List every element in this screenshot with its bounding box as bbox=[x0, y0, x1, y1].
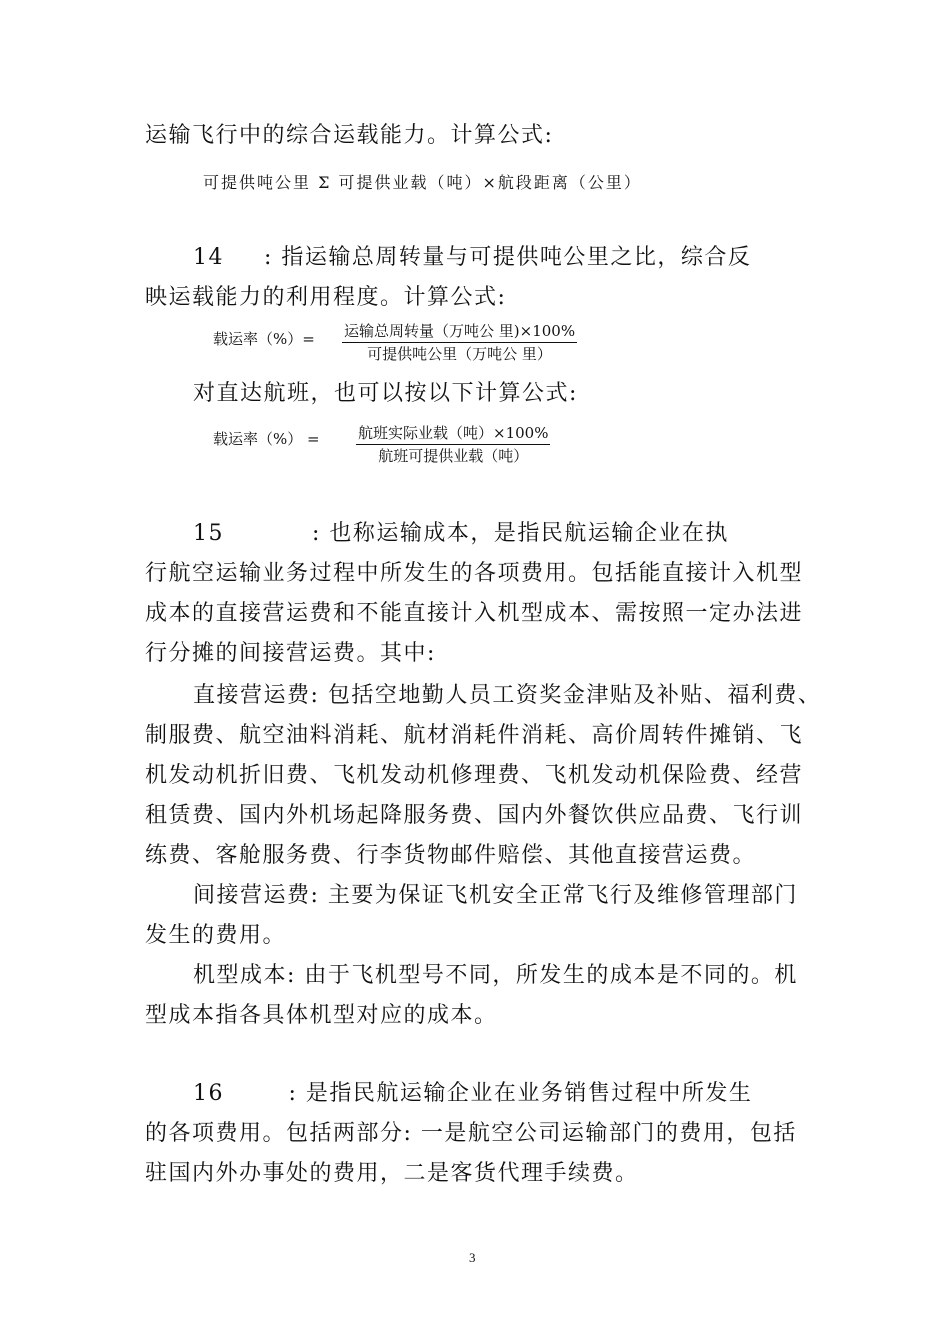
text-line: 映运载能力的利用程度。计算公式: bbox=[145, 285, 507, 310]
formula-numerator: 运输总周转量（万吨公 里)×100% bbox=[342, 320, 577, 343]
item-16-line bbox=[193, 1076, 752, 1107]
text-line: 机型成本: 由于飞机型号不同，所发生的成本是不同的。机 bbox=[193, 963, 798, 988]
formula-load-factor-fraction bbox=[342, 320, 577, 364]
text-line: 机发动机折旧费、飞机发动机修理费、飞机发动机保险费、经营 bbox=[145, 763, 804, 788]
formula-load-factor-lhs: 载运率（%）= bbox=[213, 330, 315, 348]
text-line: 租赁费、国内外机场起降服务费、国内外餐饮供应品费、飞行训 bbox=[145, 803, 804, 828]
text-line: 驻国内外办事处的费用，二是客货代理手续费。 bbox=[145, 1161, 639, 1186]
page-number: 3 bbox=[469, 1250, 476, 1265]
item-definition: : 也称运输成本，是指民航运输企业在执 bbox=[312, 521, 729, 546]
text-line: 发生的费用。 bbox=[145, 923, 287, 948]
text-line: 间接营运费: 主要为保证飞机安全正常飞行及维修管理部门 bbox=[193, 883, 798, 908]
text-line: 直接营运费: 包括空地勤人员工资奖金津贴及补贴、福利费、 bbox=[193, 683, 822, 708]
item-number: 15 bbox=[193, 521, 224, 546]
item-number: 14 bbox=[193, 245, 224, 270]
item-garbled-title bbox=[224, 1081, 233, 1106]
text-line: 的各项费用。包括两部分: 一是航空公司运输部门的费用，包括 bbox=[145, 1121, 797, 1146]
text-line: 成本的直接营运费和不能直接计入机型成本、需按照一定办法进 bbox=[145, 601, 804, 626]
item-14-line bbox=[193, 240, 751, 271]
formula-denominator: 航班可提供业载（吨） bbox=[378, 447, 529, 465]
formula-denominator: 可提供吨公里（万吨公 里） bbox=[367, 345, 552, 363]
text-line: 运输飞行中的综合运载能力。计算公式: bbox=[145, 123, 554, 148]
item-definition: : 指运输总周转量与可提供吨公里之比，综合反 bbox=[264, 245, 752, 270]
item-15-line bbox=[193, 516, 729, 547]
formula-direct-fraction bbox=[356, 422, 550, 466]
text-line: 制服费、航空油料消耗、航材消耗件消耗、高价周转件摊销、飞 bbox=[145, 723, 804, 748]
text-line: 练费、客舱服务费、行李货物邮件赔偿、其他直接营运费。 bbox=[145, 843, 757, 868]
formula-tonne-km: 可提供吨公里 Σ 可提供业载（吨）×航段距离（公里） bbox=[203, 173, 642, 192]
text-line: 行航空运输业务过程中所发生的各项费用。包括能直接计入机型 bbox=[145, 561, 804, 586]
formula-numerator: 航班实际业载（吨）×100% bbox=[356, 422, 550, 445]
formula-direct-lhs: 载运率（%） = bbox=[213, 430, 320, 448]
text-line: 行分摊的间接营运费。其中: bbox=[145, 641, 436, 666]
text-line: 对直达航班，也可以按以下计算公式: bbox=[193, 381, 578, 406]
item-definition: : 是指民航运输企业在业务销售过程中所发生 bbox=[288, 1081, 753, 1106]
item-number: 16 bbox=[193, 1081, 224, 1106]
text-line: 型成本指各具体机型对应的成本。 bbox=[145, 1003, 498, 1028]
